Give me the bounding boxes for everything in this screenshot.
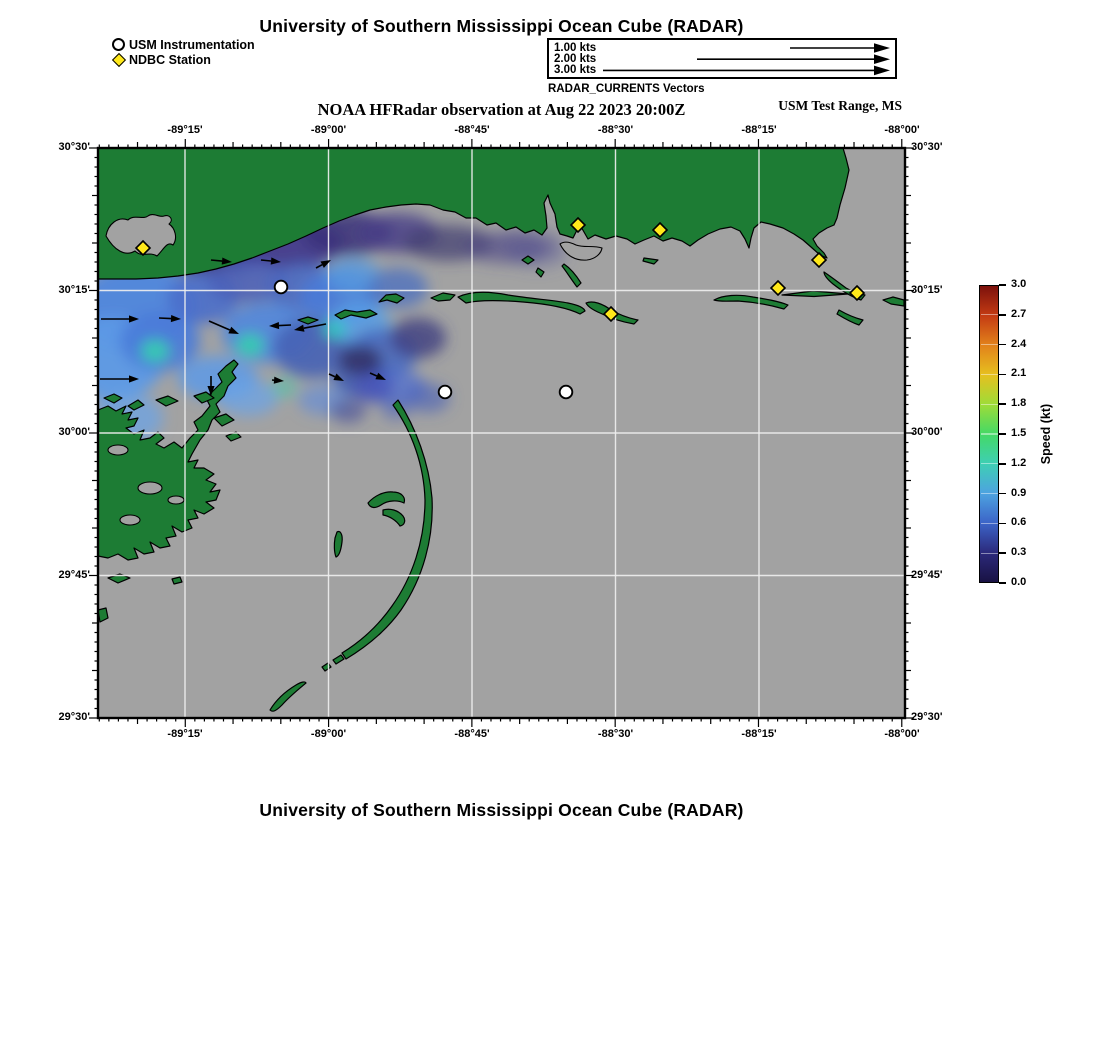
x-axis-label: -88°00': [884, 124, 920, 136]
colorbar-divider: [981, 523, 998, 524]
colorbar-tick-label: 3.0: [1011, 278, 1027, 290]
current-vector: [211, 260, 222, 261]
colorbar-tick: [999, 284, 1006, 286]
colorbar-tick: [999, 433, 1006, 435]
x-axis-label: -88°45': [454, 728, 490, 740]
colorbar-divider: [981, 463, 998, 464]
colorbar-tick: [999, 403, 1006, 405]
colorbar-tick: [999, 314, 1006, 316]
colorbar-divider: [981, 344, 998, 345]
colorbar-tick-label: 1.8: [1011, 397, 1027, 410]
marsh-pond: [108, 445, 128, 455]
y-axis-label: 30°30': [58, 141, 90, 153]
current-vector: [159, 318, 171, 319]
x-axis-label: -88°45': [454, 124, 490, 136]
x-axis-label: -88°15': [741, 728, 777, 740]
vector-scale-label: 2.00 kts: [554, 52, 597, 65]
legend-label: NDBC Station: [129, 52, 211, 67]
colorbar-divider: [981, 433, 998, 434]
current-vector: [261, 260, 271, 261]
colorbar-tick: [999, 552, 1006, 554]
scale-arrow-head: [874, 66, 890, 76]
region-label: USM Test Range, MS: [778, 98, 902, 113]
colorbar-tick-label: 2.7: [1011, 307, 1027, 320]
observation-subtitle: NOAA HFRadar observation at Aug 22 2023 20:00Z: [317, 100, 686, 119]
colorbar-tick-label: 1.5: [1011, 427, 1027, 439]
y-axis-label: 30°30': [911, 141, 943, 153]
y-axis-label: 29°30': [58, 711, 90, 723]
vector-scale-arrows: [549, 40, 895, 77]
colorbar-tick-label: 0.9: [1011, 486, 1027, 499]
page-title: University of Southern Mississippi Ocean Cube (RADAR): [259, 16, 744, 36]
colorbar-divider: [981, 553, 998, 554]
y-axis-label: 30°00': [911, 426, 943, 438]
colorbar-tick-label: 2.4: [1011, 337, 1027, 350]
colorbar-divider: [981, 314, 998, 315]
colorbar-tick-label: 1.2: [1011, 456, 1027, 469]
y-axis-label: 30°00': [58, 426, 90, 438]
colorbar-divider: [981, 374, 998, 375]
y-axis-label: 30°15': [911, 283, 943, 296]
marsh-pond: [138, 482, 162, 494]
x-axis-label: -89°15': [167, 124, 203, 136]
map-plot: [86, 136, 917, 730]
legend-item-usm: [111, 37, 255, 52]
usm-station-marker: [439, 386, 452, 399]
x-axis-label: -89°00': [310, 124, 347, 136]
legend: [111, 37, 255, 67]
vector-scale-label: 3.00 kts: [554, 63, 597, 76]
x-axis-label: -88°15': [741, 124, 777, 136]
x-axis-label: -89°15': [167, 728, 203, 740]
vector-scale-box: [547, 38, 897, 79]
colorbar-title: Speed (kt): [1039, 403, 1053, 465]
colorbar-tick: [999, 374, 1006, 376]
colorbar-divider: [981, 493, 998, 494]
marsh-pond: [168, 496, 184, 504]
bottom-title: University of Southern Mississippi Ocean Cube (RADAR): [259, 800, 744, 820]
ndbc-diamond-icon: [111, 55, 126, 65]
legend-label: USM Instrumentation: [129, 37, 255, 52]
colorbar-tick-label: 0.6: [1011, 516, 1027, 529]
scale-arrow-head: [874, 54, 890, 64]
colorbar-tick-label: 2.1: [1011, 367, 1027, 380]
x-axis-label: -88°00': [884, 728, 920, 740]
x-axis-label: -88°30': [597, 728, 634, 740]
colorbar-tick-label: 0.3: [1011, 546, 1027, 559]
y-axis-label: 29°30': [911, 711, 943, 723]
legend-item-ndbc: [111, 52, 255, 67]
usm-circle-icon: [111, 38, 126, 51]
vector-scale-label: 1.00 kts: [554, 41, 597, 54]
y-axis-label: 30°15': [58, 283, 90, 296]
scale-arrow-head: [874, 43, 890, 53]
colorbar-tick: [999, 463, 1006, 465]
colorbar-tick: [999, 523, 1006, 525]
x-axis-label: -88°30': [597, 124, 634, 136]
colorbar-tick: [999, 582, 1006, 584]
usm-station-marker: [560, 386, 573, 399]
vector-scale-caption: RADAR_CURRENTS Vectors: [548, 83, 705, 95]
marsh-islet: [172, 577, 182, 584]
colorbar-divider: [981, 404, 998, 405]
y-axis-label: 29°45': [911, 568, 943, 581]
current-vector: [279, 325, 291, 326]
colorbar-tick: [999, 493, 1006, 495]
y-axis-label: 29°45': [58, 568, 90, 581]
usm-station-marker: [275, 281, 288, 294]
x-axis-label: -89°00': [310, 728, 347, 740]
colorbar-tick: [999, 344, 1006, 346]
colorbar-tick-label: 0.0: [1011, 576, 1027, 588]
marsh-pond: [120, 515, 140, 525]
